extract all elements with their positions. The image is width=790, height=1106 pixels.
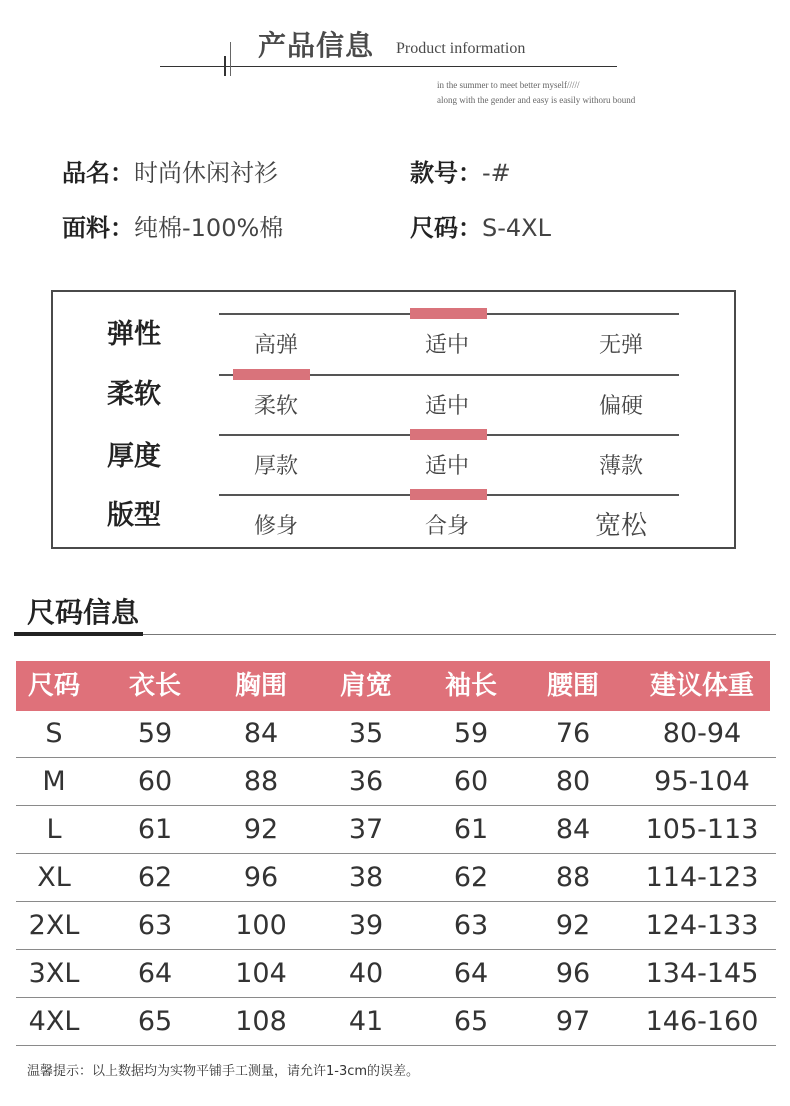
table-row [16, 854, 776, 902]
table-cell: 4XL [28, 1006, 80, 1037]
table-cell: 96 [555, 958, 591, 989]
table-cell: 84 [243, 718, 279, 749]
attribute-option: 偏硬 [598, 394, 643, 419]
product-name [62, 153, 278, 188]
product-name-label: 品名： [62, 159, 134, 187]
attribute-option: 适中 [424, 333, 469, 358]
attribute-label: 柔软 [107, 379, 161, 410]
table-row [16, 902, 776, 950]
attribute-option: 无弹 [598, 333, 643, 358]
table-cell: 80-94 [662, 718, 742, 749]
table-cell: 41 [348, 1006, 384, 1037]
table-cell: 146-160 [645, 1006, 759, 1037]
table-cell: 63 [137, 910, 173, 941]
table-cell: 97 [555, 1006, 591, 1037]
table-cell: 59 [453, 718, 489, 749]
size-table-header [16, 661, 770, 711]
table-cell: 84 [555, 814, 591, 845]
table-cell: 37 [348, 814, 384, 845]
table-cell: 40 [348, 958, 384, 989]
attribute-scale-marker [233, 369, 310, 380]
header-divider-mark [224, 56, 226, 76]
attribute-scale-marker [410, 489, 487, 500]
table-cell: 62 [137, 862, 173, 893]
size-section-title: 尺码信息 [27, 596, 140, 629]
table-cell: L [46, 814, 62, 845]
attribute-label: 版型 [107, 500, 161, 531]
table-row [16, 758, 776, 806]
table-cell: 60 [453, 766, 489, 797]
table-cell: 3XL [28, 958, 80, 989]
table-cell: 124-133 [645, 910, 759, 941]
table-cell: 61 [137, 814, 173, 845]
header-tagline: along with the gender and easy is easily withoru bound [437, 95, 636, 105]
table-cell: 64 [137, 958, 173, 989]
header-divider [160, 66, 617, 67]
size-table-header-cell: 建议体重 [649, 671, 754, 701]
attribute-panel [51, 290, 736, 549]
table-row [16, 998, 776, 1046]
table-cell: 80 [555, 766, 591, 797]
table-cell: 60 [137, 766, 173, 797]
header-tagline: in the summer to meet better myself///// [437, 80, 580, 90]
table-cell: 36 [348, 766, 384, 797]
size-section-underline [14, 632, 143, 636]
page-title: 产品信息 [258, 29, 375, 62]
style-number-label: 款号： [410, 159, 482, 187]
table-row [16, 950, 776, 998]
table-row [16, 806, 776, 854]
table-cell: 88 [243, 766, 279, 797]
table-cell: 95-104 [654, 766, 750, 797]
attribute-option: 合身 [424, 514, 469, 539]
size-range [410, 208, 551, 243]
table-cell: 92 [555, 910, 591, 941]
attribute-option: 薄款 [598, 454, 643, 479]
table-cell: 108 [235, 1006, 287, 1037]
table-cell: 64 [453, 958, 489, 989]
size-table-header-cell: 腰围 [546, 671, 599, 701]
attribute-option: 适中 [424, 454, 469, 479]
size-range-value: S-4XL [482, 214, 551, 242]
header-divider-mark [230, 42, 231, 76]
table-cell: M [42, 766, 66, 797]
table-cell: 38 [348, 862, 384, 893]
size-table-header-cell: 衣长 [128, 671, 181, 701]
style-number-value: -# [482, 159, 511, 187]
attribute-label: 厚度 [107, 441, 161, 472]
table-cell: 88 [555, 862, 591, 893]
table-cell: 76 [555, 718, 591, 749]
table-cell: 35 [348, 718, 384, 749]
table-cell: 2XL [28, 910, 80, 941]
table-cell: 65 [453, 1006, 489, 1037]
fabric [62, 208, 283, 243]
size-table-header-cell: 胸围 [234, 671, 287, 701]
table-cell: 59 [137, 718, 173, 749]
fabric-label: 面料： [62, 214, 134, 242]
table-cell: XL [37, 862, 71, 893]
table-cell: 39 [348, 910, 384, 941]
table-cell: S [45, 718, 63, 749]
attribute-option: 柔软 [253, 394, 298, 419]
measurement-note: 温馨提示：以上数据均为实物平铺手工测量，请允许1-3cm的误差。 [27, 1064, 420, 1079]
product-name-value: 时尚休闲衬衫 [134, 159, 278, 187]
size-table-header-cell: 袖长 [444, 671, 497, 701]
table-cell: 104 [235, 958, 287, 989]
attribute-option: 厚款 [253, 454, 298, 479]
table-cell: 63 [453, 910, 489, 941]
attribute-option: 适中 [424, 394, 469, 419]
attribute-label: 弹性 [107, 319, 161, 350]
table-row-divider [16, 1045, 776, 1046]
table-cell: 96 [243, 862, 279, 893]
page-subtitle: Product information [396, 40, 526, 57]
table-cell: 105-113 [645, 814, 759, 845]
table-cell: 114-123 [645, 862, 759, 893]
table-cell: 134-145 [645, 958, 759, 989]
attribute-scale-marker [410, 308, 487, 319]
size-table-header-cell: 肩宽 [339, 671, 392, 701]
size-range-label: 尺码： [410, 214, 482, 242]
attribute-option: 高弹 [253, 333, 298, 358]
table-cell: 62 [453, 862, 489, 893]
style-number [410, 153, 511, 188]
fabric-value: 纯棉-100%棉 [134, 214, 284, 242]
attribute-scale-marker [410, 429, 487, 440]
table-cell: 100 [235, 910, 287, 941]
table-row [16, 710, 776, 758]
table-cell: 61 [453, 814, 489, 845]
attribute-option: 修身 [253, 514, 298, 539]
attribute-option: 宽松 [594, 511, 647, 541]
size-table-header-cell: 尺码 [27, 671, 80, 701]
table-cell: 92 [243, 814, 279, 845]
table-cell: 65 [137, 1006, 173, 1037]
